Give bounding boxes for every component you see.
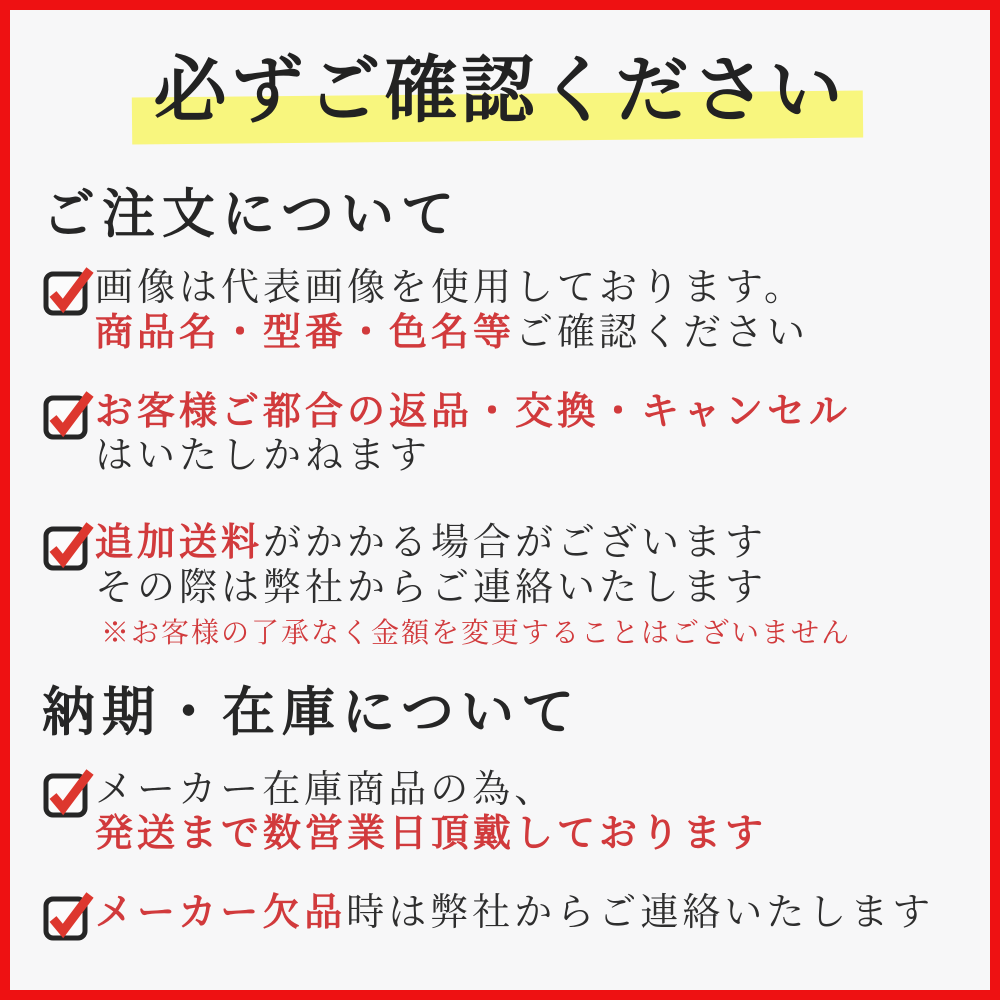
checklist-item-no-returns — [42, 390, 960, 480]
text-segment-red: 発送まで数営業日頂戴しております — [95, 813, 768, 856]
item-text — [95, 891, 934, 936]
item-line — [95, 891, 934, 936]
item-line — [95, 768, 767, 813]
item-text — [95, 521, 851, 650]
item-line — [95, 812, 767, 857]
text-segment: 時は弊社からご連絡いたします — [346, 892, 935, 935]
checked-checkbox-icon — [42, 387, 94, 441]
checklist-item-maker-stock — [42, 768, 960, 858]
checked-checkbox-icon — [42, 888, 94, 942]
page-title: 必ずご確認ください — [153, 50, 847, 131]
text-segment: はいたしかねます — [95, 435, 432, 478]
checked-checkbox-icon — [42, 518, 94, 572]
text-segment-red: 追加送料 — [95, 522, 264, 565]
checklist-item-maker-shortage — [42, 891, 960, 942]
item-line — [95, 566, 851, 611]
section-heading-order: ご注文について — [42, 186, 461, 244]
item-line — [95, 311, 809, 356]
text-segment: 画像は代表画像を使用しております。 — [95, 267, 806, 309]
checklist-item-representative-image — [42, 266, 960, 356]
text-segment-red: 商品名・型番・色名等 — [95, 311, 516, 354]
text-segment: メーカー在庫商品の為、 — [95, 768, 557, 811]
item-text — [95, 768, 767, 858]
text-segment: ご確認ください — [515, 311, 810, 354]
item-line — [95, 434, 851, 479]
item-line — [95, 390, 851, 435]
text-segment-red: お客様ご都合の返品・交換・キャンセル — [95, 390, 852, 433]
item-line — [95, 266, 809, 311]
text-segment-red: メーカー欠品 — [95, 892, 347, 935]
checklist-item-extra-shipping — [42, 521, 960, 650]
item-text — [95, 390, 851, 480]
text-segment: その際は弊社からご連絡いたします — [95, 567, 768, 610]
checked-checkbox-icon — [42, 765, 94, 819]
item-text — [95, 266, 809, 356]
title-block — [153, 50, 847, 131]
notice-content — [10, 186, 990, 942]
price-change-note: ※お客様の了承なく金額を変更することはございません — [101, 617, 852, 649]
section-heading-stock: 納期・在庫について — [42, 683, 581, 742]
checked-checkbox-icon — [42, 263, 94, 317]
item-line — [95, 521, 851, 566]
text-segment: がかかる場合がございます — [263, 522, 768, 565]
